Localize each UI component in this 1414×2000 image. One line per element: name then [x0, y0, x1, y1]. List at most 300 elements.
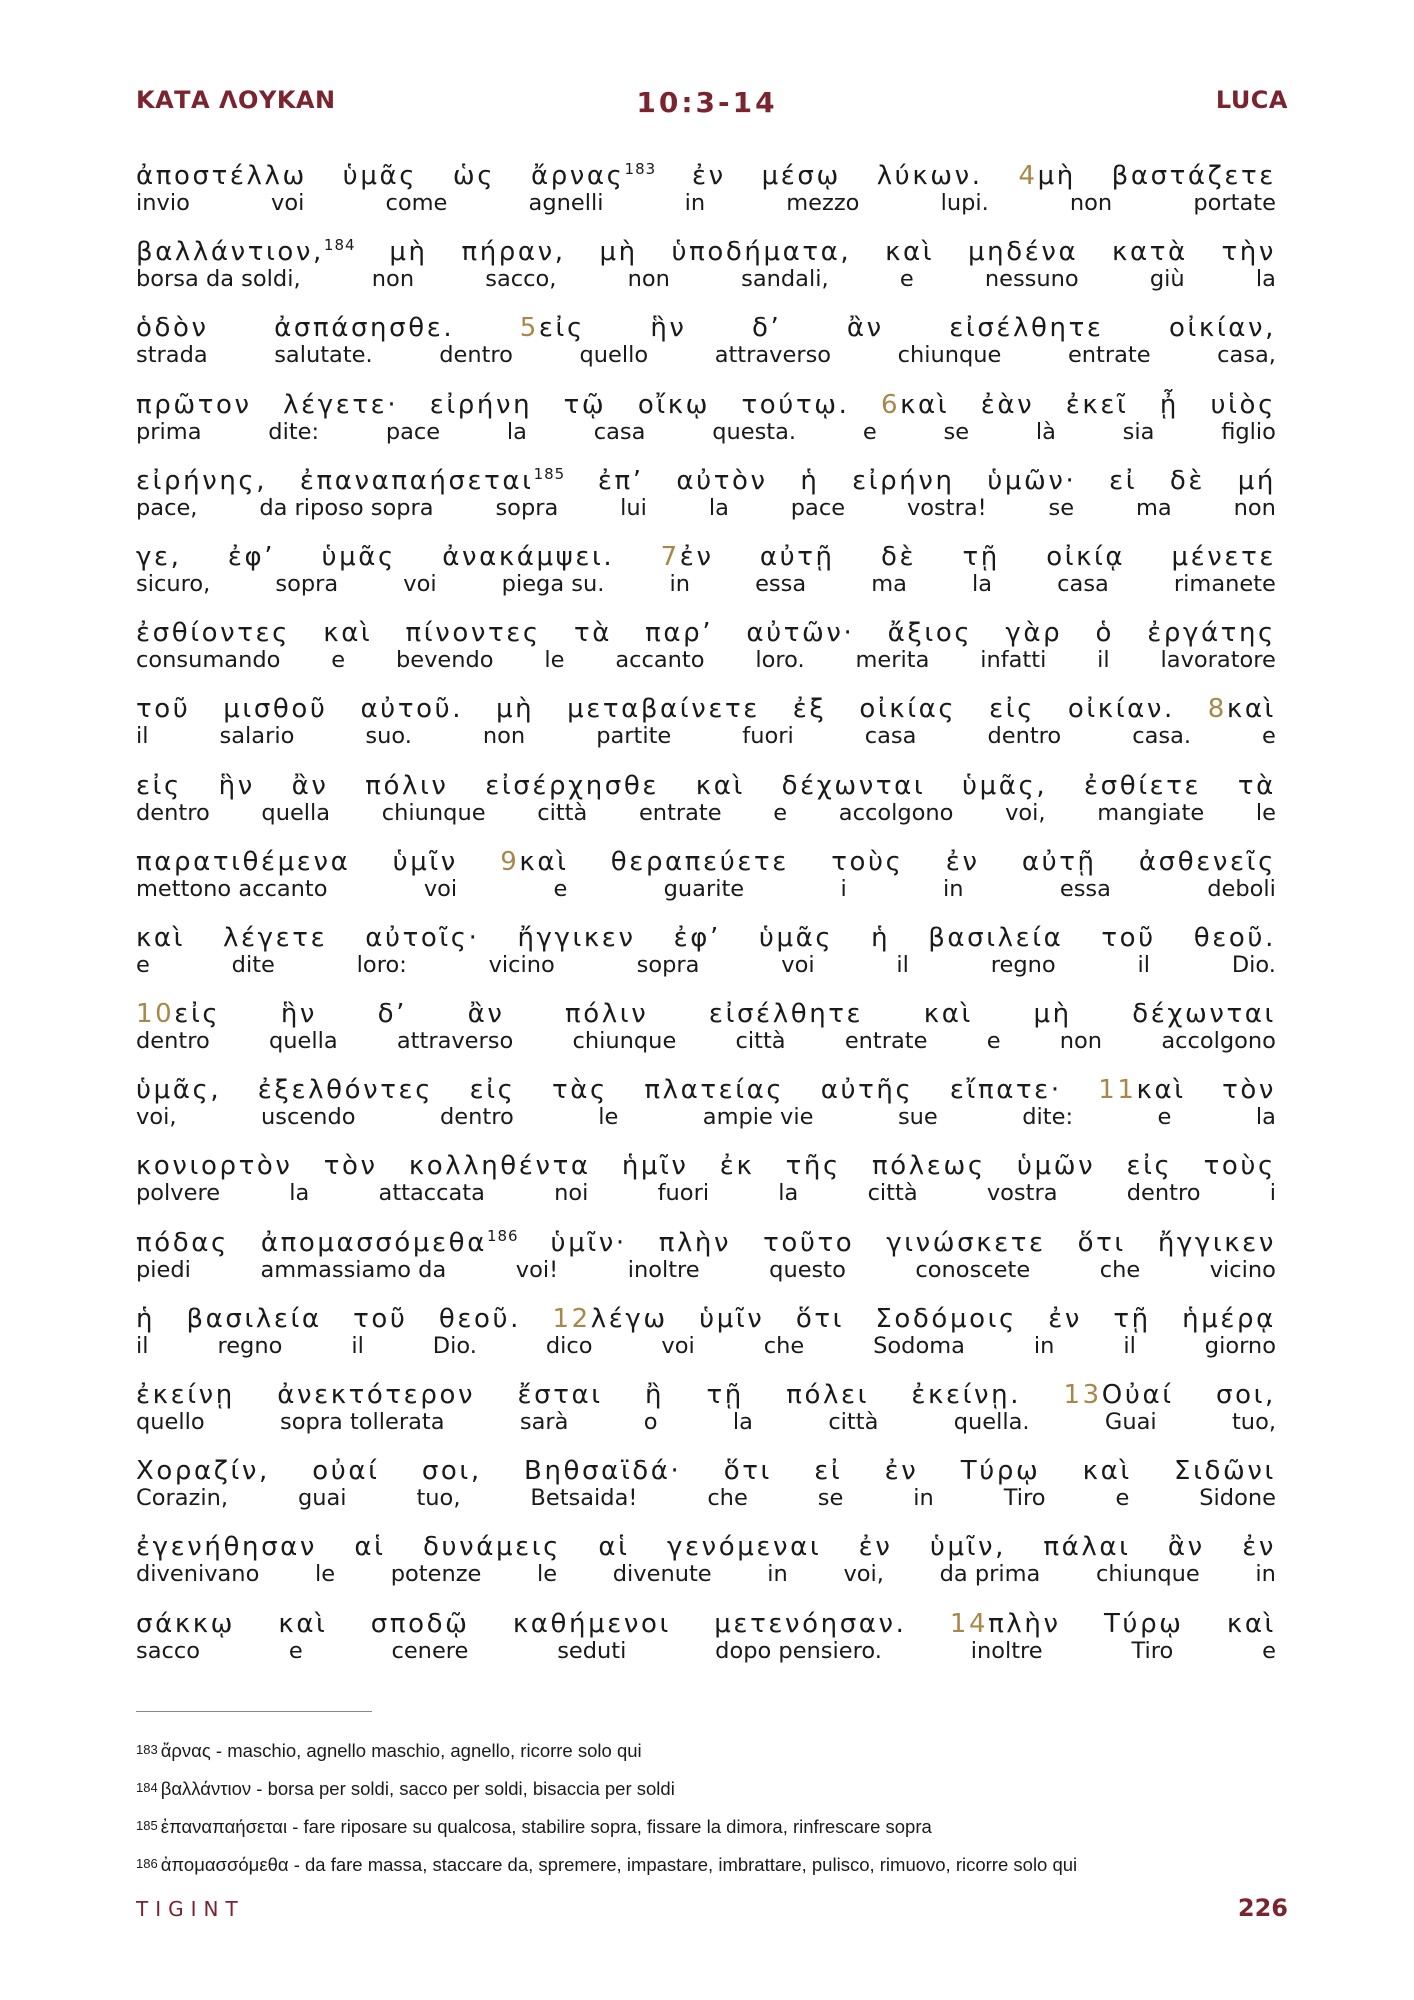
greek-word-text: Οὐαί [1101, 1380, 1174, 1410]
italian-gloss: in [1255, 1561, 1276, 1588]
greek-word [393, 846, 458, 878]
italian-gloss: nessuno [984, 266, 1079, 293]
italian-gloss: mettono accanto [136, 875, 328, 902]
italian-gloss: le [537, 1561, 558, 1588]
greek-word-text: πάλαι [1043, 1532, 1131, 1563]
italian-gloss: voi, [1005, 799, 1046, 826]
greek-word [746, 617, 854, 649]
italian-gloss: dentro [136, 1028, 210, 1055]
greek-word-text: θεοῦ. [438, 1303, 522, 1334]
publisher-name: TIGINT [136, 1897, 245, 1921]
italian-gloss: dentro [136, 799, 210, 826]
italian-gloss: Betsaida! [530, 1485, 638, 1512]
italian-gloss: sandali, [741, 266, 829, 293]
greek-word [574, 617, 612, 649]
greek-word-text: τὸν [323, 1151, 378, 1182]
greek-word-text: κονιορτὸν [136, 1151, 293, 1182]
verse-number: 12 [552, 1303, 591, 1334]
interlinear-line [136, 1608, 1276, 1684]
italian-gloss: agnelli [528, 190, 604, 216]
italian-gloss: voi, [136, 1104, 177, 1131]
greek-word-text: ὁδὸν [136, 313, 209, 344]
interlinear-line [136, 160, 1276, 236]
italian-gloss: sia [1122, 418, 1155, 445]
greek-word-text: μή [1237, 465, 1276, 496]
greek-word-text: εἰρήνη [852, 465, 955, 496]
greek-word-text: εἰσέλθητε [949, 313, 1104, 344]
greek-row [136, 160, 1276, 192]
greek-word [136, 770, 182, 802]
italian-gloss: salario [219, 723, 295, 750]
greek-word [859, 1531, 893, 1563]
italian-gloss: rimanete [1173, 570, 1276, 597]
greek-word-text: τῇ [706, 1380, 744, 1410]
italian-row [136, 1104, 1276, 1130]
italian-gloss: pace [790, 494, 846, 521]
greek-word-text: γὰρ [1005, 618, 1063, 649]
italian-gloss: mangiate [1097, 799, 1205, 826]
italian-gloss: casa. [1132, 723, 1192, 750]
greek-word-text: πλατείας [644, 1075, 785, 1106]
italian-gloss: sacco, [485, 266, 557, 293]
italian-gloss: sue [897, 1104, 938, 1131]
greek-word-text: οἰκίᾳ [1046, 541, 1126, 572]
greek-word-text: οἴκῳ [637, 389, 711, 420]
greek-word-text: θεραπεύετε [610, 846, 789, 877]
interlinear-line [136, 770, 1276, 846]
greek-word [389, 236, 427, 268]
interlinear-line [136, 1074, 1276, 1150]
greek-word-text: ἐξ [792, 694, 827, 725]
greek-word [1048, 1303, 1082, 1335]
italian-gloss: la [708, 494, 729, 521]
greek-word [470, 1074, 516, 1106]
greek-word [950, 1608, 1061, 1640]
greek-word [321, 541, 395, 573]
italian-gloss: uscendo [260, 1104, 356, 1131]
greek-word [136, 922, 185, 954]
greek-word [422, 1455, 482, 1487]
footnote-ref[interactable]: 183 [624, 160, 657, 178]
italian-gloss: che [707, 1485, 748, 1512]
italian-gloss: entrate [1067, 342, 1151, 369]
greek-word [961, 1455, 1041, 1487]
footnote-text: ἄρνας - maschio, agnello maschio, agnello, ricorre solo qui [160, 1740, 642, 1761]
greek-word-text: αὐτῆς [820, 1075, 914, 1106]
italian-gloss: in [913, 1485, 934, 1512]
italian-gloss: questa. [712, 418, 797, 445]
greek-word [852, 465, 954, 497]
greek-word-text: ἐπαναπαήσεται [299, 465, 534, 496]
greek-row [136, 389, 1276, 421]
italian-row [136, 1485, 1276, 1511]
greek-word [552, 1303, 667, 1335]
greek-word [228, 541, 275, 573]
greek-word-text: εἰ [1109, 465, 1138, 496]
italian-gloss: Tiro [1003, 1485, 1046, 1512]
italian-gloss: sopra [275, 570, 339, 597]
footnote [136, 1731, 1316, 1769]
italian-row [136, 1409, 1276, 1435]
italian-gloss: sopra [495, 494, 559, 521]
greek-word [274, 312, 454, 344]
greek-word-text: ἐγενήθησαν [136, 1532, 318, 1563]
greek-word-text: μὴ [1037, 161, 1076, 191]
italian-gloss: inoltre [627, 1256, 700, 1283]
greek-word-text: ἐὰν [980, 389, 1035, 420]
greek-word-text: εἰσέρχησθε [485, 770, 660, 801]
greek-word [1194, 922, 1276, 954]
greek-word-text: ἡμῖν [621, 1151, 689, 1182]
greek-word [365, 770, 448, 802]
greek-row [136, 465, 1276, 497]
greek-word-text: Χοραζίν, [136, 1456, 270, 1487]
greek-word [674, 922, 721, 954]
greek-word [323, 617, 372, 649]
italian-gloss: e [1262, 723, 1276, 750]
greek-word-text: αἱ [598, 1532, 630, 1563]
greek-word [567, 693, 760, 725]
greek-word-text: ἀνεκτότερον [277, 1380, 476, 1410]
greek-word [136, 236, 356, 268]
italian-gloss: e [288, 1637, 303, 1664]
italian-gloss: accolgono [1161, 1028, 1276, 1055]
italian-gloss: dico [545, 1332, 593, 1359]
greek-word-text: εἴπατε· [949, 1075, 1062, 1106]
greek-word-text: τὰς [552, 1075, 608, 1106]
italian-gloss: sopra tollerata [280, 1409, 445, 1435]
greek-word [714, 1608, 906, 1640]
greek-word-text: ἐν [945, 846, 980, 877]
greek-word [524, 1455, 681, 1487]
interlinear-line [136, 541, 1276, 617]
italian-gloss: divenivano [136, 1561, 260, 1588]
italian-gloss: casa [864, 723, 917, 750]
greek-word [513, 1608, 671, 1640]
greek-word [406, 617, 541, 649]
greek-word [136, 1455, 270, 1487]
greek-word-text: ἄρνας [530, 161, 625, 191]
greek-word-text: αὐτῇ [1021, 846, 1097, 877]
greek-word-text: καὶ [278, 1608, 328, 1639]
greek-word-text: ἄξιος [887, 618, 973, 649]
greek-word [928, 922, 1063, 954]
interlinear-line [136, 693, 1276, 769]
greek-word-text: πόλεως [872, 1151, 986, 1182]
verse-number: 7 [660, 541, 680, 572]
greek-word-text: ἡ [871, 922, 891, 953]
italian-gloss: il [136, 1332, 149, 1359]
greek-word-text: καὶ [1226, 694, 1276, 725]
greek-word [989, 693, 1035, 725]
footnote-ref[interactable]: 184 [323, 236, 356, 255]
greek-word [759, 922, 833, 954]
italian-gloss: la [1255, 266, 1276, 293]
italian-gloss: il [1097, 647, 1110, 674]
footnote-number: 186 [136, 1856, 158, 1871]
greek-word-text: κολληθέντα [408, 1151, 591, 1182]
greek-row [136, 1379, 1276, 1411]
greek-word [136, 1379, 235, 1411]
greek-word [888, 617, 973, 649]
italian-gloss: lui [620, 494, 647, 521]
italian-gloss: in [684, 190, 706, 216]
interlinear-line [136, 1150, 1276, 1226]
verse-number: 8 [1207, 694, 1227, 725]
footnote [136, 1845, 1316, 1883]
greek-word-text: ὑμᾶς [321, 541, 396, 572]
italian-row [136, 342, 1276, 368]
italian-gloss: entrate [638, 799, 722, 826]
greek-row [136, 236, 1276, 268]
greek-word-text: οἰκίαν, [1169, 313, 1276, 344]
italian-gloss: il [136, 723, 149, 750]
greek-word-text: μισθοῦ [223, 694, 328, 725]
greek-word [831, 846, 903, 878]
greek-row [136, 312, 1276, 344]
greek-word [720, 1150, 755, 1182]
interlinear-line [136, 236, 1276, 312]
italian-gloss: come [385, 190, 448, 216]
italian-row [136, 723, 1276, 749]
italian-gloss: ma [1135, 494, 1172, 521]
greek-word [667, 1531, 821, 1563]
greek-word-text: ἣν [280, 999, 318, 1030]
greek-word-text: καὶ [885, 237, 935, 268]
greek-word [136, 312, 209, 344]
greek-word-text: οὐαί [312, 1456, 380, 1487]
italian-gloss: e [1157, 1104, 1172, 1131]
greek-word-text: δυνάμεις [422, 1532, 562, 1563]
greek-word-text: καὶ [1136, 1075, 1186, 1106]
greek-word [1066, 389, 1129, 421]
greek-word [517, 922, 635, 954]
greek-word-text: ὑμῖν [699, 1303, 765, 1334]
italian-gloss: vicino [488, 951, 555, 978]
greek-word [343, 160, 417, 192]
interlinear-line [136, 1531, 1276, 1607]
greek-word [551, 1227, 627, 1259]
greek-word-text: ἣν [650, 313, 687, 344]
greek-row [136, 846, 1276, 878]
greek-row [136, 922, 1276, 954]
italian-gloss: non [1233, 494, 1276, 521]
greek-word [1017, 1150, 1095, 1182]
italian-gloss: in [767, 1561, 788, 1588]
italian-gloss: e [136, 951, 150, 978]
italian-gloss: fuori [657, 1180, 710, 1207]
italian-gloss: chiunque [381, 799, 486, 826]
greek-row [136, 1074, 1276, 1106]
footnote-number: 184 [136, 1780, 158, 1795]
greek-word-text: εἰς [174, 999, 221, 1030]
italian-gloss: dentro [1126, 1180, 1201, 1207]
greek-word [1147, 617, 1276, 649]
greek-word [136, 541, 182, 573]
italian-row [136, 1638, 1276, 1664]
interlinear-line [136, 1303, 1276, 1379]
greek-word-text: τῇ [962, 541, 1000, 572]
greek-word [439, 1303, 521, 1335]
greek-word-text: ἡμέρᾳ [1182, 1303, 1276, 1334]
greek-word [622, 1150, 689, 1182]
footnote-text: ἐπαναπαήσεται - fare riposare su qualcosa, stabilire sopra, fissare la dimora, rinfrescare sopra [160, 1816, 932, 1837]
italian-gloss: tuo, [1231, 1409, 1276, 1435]
italian-row [136, 1561, 1276, 1587]
footnotes [136, 1731, 1316, 1883]
italian-gloss: e [862, 418, 877, 445]
greek-word-text: καθήμενοι [512, 1608, 671, 1639]
greek-word [136, 1074, 221, 1106]
italian-gloss: le [314, 1561, 336, 1588]
italian-gloss: là [1035, 418, 1056, 445]
footnote-divider [136, 1711, 372, 1712]
greek-word [946, 846, 980, 878]
greek-word [223, 693, 327, 725]
greek-word-text: πήραν, [461, 237, 566, 268]
greek-word-text: ἐφ’ [673, 922, 721, 953]
greek-word-text: ὑμᾶς, [136, 1075, 222, 1106]
greek-word [987, 465, 1076, 497]
greek-word-text: ἐν [679, 541, 714, 572]
greek-word-text: ἔσται [517, 1380, 603, 1410]
greek-word [136, 617, 290, 649]
italian-gloss: la [732, 1409, 753, 1435]
greek-word [699, 1303, 764, 1335]
greek-word [1172, 541, 1276, 573]
italian-gloss: regno [990, 951, 1056, 978]
greek-word [814, 1455, 842, 1487]
greek-word-text: ὑμῖν, [929, 1532, 1007, 1563]
greek-word-text: αὐτῶν· [746, 618, 855, 649]
greek-word [409, 1150, 591, 1182]
greek-word-text: εἰς [538, 313, 585, 344]
greek-word [1113, 1303, 1150, 1335]
italian-gloss: loro. [755, 647, 805, 674]
greek-word [517, 1379, 602, 1411]
footnote-text: ἀπομασσόμεθα - da fare massa, staccare da, spremere, impastare, imbrattare, pulisco, rimuovo, ricorre solo qui [160, 1854, 1078, 1875]
italian-row [136, 1257, 1276, 1283]
greek-word-text: γινώσκετε [886, 1227, 1046, 1258]
greek-word-text: ἐσθίοντες [136, 618, 291, 649]
greek-word [963, 541, 1000, 573]
italian-gloss: la [778, 1180, 799, 1207]
greek-word-text: πόδας [136, 1227, 229, 1258]
greek-word-text: τὸν [1222, 1075, 1276, 1106]
italian-gloss: quella [268, 1028, 338, 1055]
greek-word-text: σάκκῳ [136, 1608, 236, 1639]
greek-word [1211, 389, 1276, 421]
italian-gloss: la [972, 570, 993, 597]
greek-word-text: γενόμεναι [666, 1532, 822, 1563]
italian-gloss: e [986, 1028, 1001, 1055]
greek-word-text: δέχωνται [1132, 999, 1276, 1030]
greek-word-text: ἐργάτης [1147, 618, 1276, 649]
italian-gloss: casa, [1217, 342, 1276, 369]
greek-word [724, 1455, 772, 1487]
greek-word-text: βαλλάντιον, [136, 237, 324, 268]
greek-word-text: ἐσθίετε [1083, 770, 1202, 801]
greek-word-text: δ’ [752, 313, 782, 344]
greek-word [786, 1150, 841, 1182]
greek-word [1208, 693, 1276, 725]
footnote-ref[interactable]: 185 [533, 464, 566, 483]
greek-word [645, 1379, 664, 1411]
italian-row [136, 800, 1276, 826]
footnote-text: βαλλάντιον - borsa per soldi, sacco per soldi, bisaccia per soldi [160, 1778, 675, 1799]
italian-gloss: cenere [391, 1637, 469, 1664]
greek-word-text: τοῦ [136, 694, 191, 725]
greek-word-text: καὶ [695, 770, 745, 801]
italian-gloss: voi! [515, 1256, 559, 1283]
greek-word-text: ἢ [644, 1380, 665, 1410]
greek-word [1112, 236, 1188, 268]
greek-row [136, 617, 1276, 649]
greek-word-text: πίνοντες [405, 618, 541, 649]
italian-gloss: giù [1149, 266, 1185, 293]
greek-word-text: λέγετε [223, 922, 328, 953]
greek-word-text: ἂν [846, 313, 884, 344]
greek-row [136, 693, 1276, 725]
italian-gloss: entrate [844, 1028, 928, 1055]
greek-word-text: ὑμῶν [1016, 1151, 1096, 1182]
greek-word [258, 1074, 433, 1106]
italian-gloss: quello [136, 1409, 205, 1435]
greek-word [1046, 541, 1125, 573]
interlinear-line [136, 922, 1276, 998]
greek-word [136, 693, 190, 725]
italian-gloss: non [371, 266, 415, 293]
italian-gloss: invio [136, 190, 190, 216]
footnote-ref[interactable]: 186 [486, 1226, 519, 1245]
greek-word-text: μετενόησαν. [714, 1608, 907, 1639]
greek-word-text: μένετε [1171, 541, 1276, 572]
italian-gloss: chiunque [897, 342, 1002, 369]
greek-word [672, 236, 852, 268]
greek-word-text: ἐφ’ [227, 541, 276, 572]
interlinear-line [136, 1455, 1276, 1531]
greek-word-text: ἐν [1242, 1532, 1276, 1563]
greek-word-text: βασιλεία [928, 922, 1064, 953]
interlinear-line [136, 465, 1276, 541]
greek-word [1139, 846, 1276, 878]
greek-word-text: αὐτῇ [759, 541, 835, 572]
greek-word-text: τῇ [1113, 1303, 1151, 1334]
greek-word [1083, 1455, 1132, 1487]
italian-gloss: regno [217, 1332, 283, 1359]
italian-gloss: loro: [356, 951, 407, 978]
greek-word [564, 389, 607, 421]
greek-word [877, 160, 983, 192]
greek-word [696, 770, 745, 802]
greek-word [371, 1608, 470, 1640]
greek-word-text: καὶ [136, 922, 186, 953]
greek-word [742, 389, 850, 421]
greek-word-text: ὁ [1095, 618, 1114, 649]
greek-word [1222, 1074, 1276, 1106]
greek-word-text: ἐν [858, 1532, 893, 1563]
greek-row [136, 1227, 1276, 1259]
italian-gloss: guai [297, 1485, 347, 1512]
greek-word-text: δέχωνται [781, 770, 926, 801]
greek-word [1227, 1608, 1276, 1640]
greek-word-text: καὶ [1082, 1456, 1132, 1487]
italian-gloss: figlio [1221, 418, 1276, 445]
italian-gloss: e [899, 266, 914, 293]
italian-gloss: dopo pensiero. [715, 1637, 882, 1664]
greek-word [760, 541, 835, 573]
greek-word [281, 998, 317, 1030]
